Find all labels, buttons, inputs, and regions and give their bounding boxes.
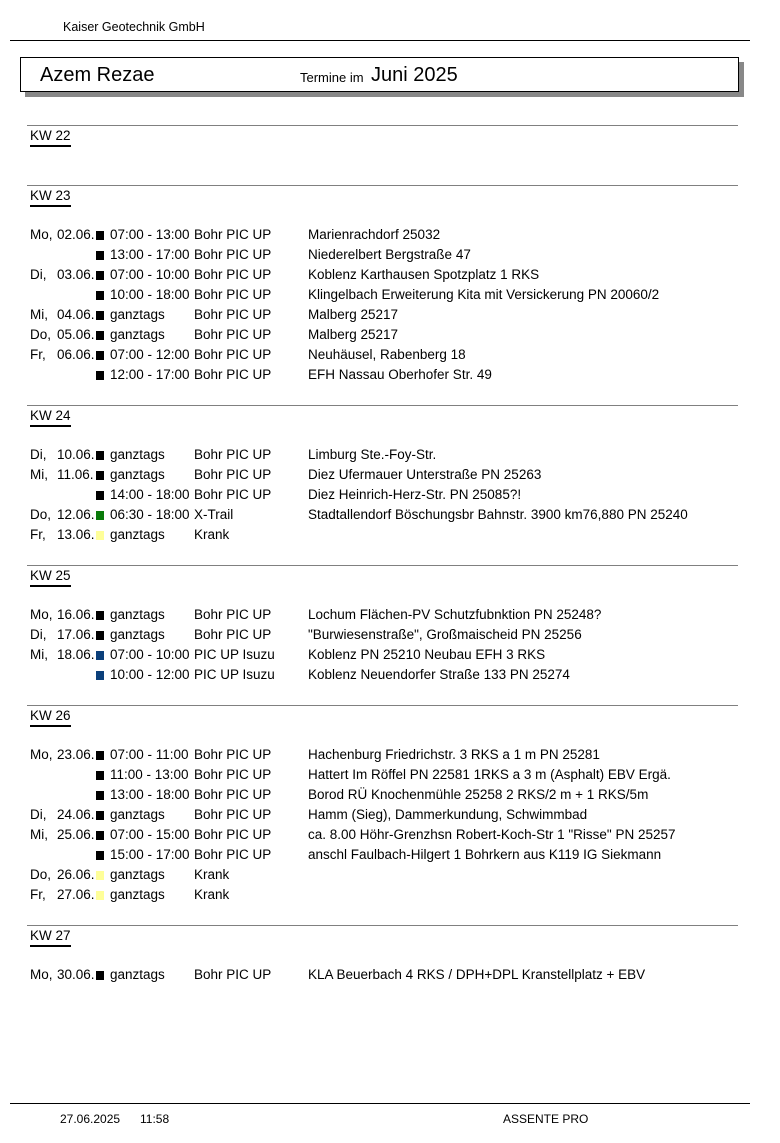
resource-label: X-Trail: [194, 507, 234, 522]
location-label: Koblenz Karthausen Spotzplatz 1 RKS: [308, 267, 540, 282]
location-label: Stadtallendorf Böschungsbr Bahnstr. 3900 km76,880 PN 25240: [308, 507, 688, 522]
category-color-marker: [96, 451, 104, 460]
time-label: ganztags: [110, 607, 165, 622]
time-label: ganztags: [110, 447, 165, 462]
category-color-marker: [96, 491, 104, 500]
location-label: Neuhäusel, Rabenberg 18: [308, 347, 466, 362]
week-section: [27, 405, 738, 542]
person-name: Azem Rezae: [40, 64, 155, 86]
resource-label: Bohr PIC UP: [194, 747, 272, 762]
location-label: ca. 8.00 Höhr-Grenzhsn Robert-Koch-Str 1 "Risse" PN 25257: [308, 827, 676, 842]
week-section: [27, 185, 738, 382]
date-label: 26.06.: [57, 867, 95, 882]
resource-label: Bohr PIC UP: [194, 307, 272, 322]
week-label: KW 25: [30, 568, 71, 587]
location-label: "Burwiesenstraße", Großmaischeid PN 25256: [308, 627, 582, 642]
day-label: Mi,: [30, 467, 48, 482]
location-label: Koblenz PN 25210 Neubau EFH 3 RKS: [308, 647, 546, 662]
time-label: 07:00 - 13:00: [110, 227, 190, 242]
date-label: 16.06.: [57, 607, 95, 622]
print-date: 27.06.2025: [60, 1112, 121, 1126]
category-color-marker: [96, 671, 104, 680]
location-label: Hamm (Sieg), Dammerkundung, Schwimmbad: [308, 807, 588, 822]
category-color-marker: [96, 831, 104, 840]
time-label: ganztags: [110, 867, 165, 882]
location-label: Hattert Im Röffel PN 22581 1RKS a 3 m (Asphalt) EBV Ergä.: [308, 767, 671, 782]
resource-label: Krank: [194, 527, 230, 542]
time-label: ganztags: [110, 887, 165, 902]
week-divider: [27, 925, 738, 926]
time-label: 07:00 - 12:00: [110, 347, 190, 362]
day-label: Di,: [30, 447, 47, 462]
time-label: 11:00 - 13:00: [110, 767, 189, 782]
category-color-marker: [96, 371, 104, 380]
week-divider: [27, 405, 738, 406]
category-color-marker: [96, 311, 104, 320]
time-label: 06:30 - 18:00: [110, 507, 190, 522]
category-color-marker: [96, 351, 104, 360]
resource-label: Bohr PIC UP: [194, 787, 272, 802]
day-label: Fr,: [30, 527, 46, 542]
date-label: 25.06.: [57, 827, 95, 842]
resource-label: Bohr PIC UP: [194, 627, 272, 642]
resource-label: Bohr PIC UP: [194, 247, 272, 262]
category-color-marker: [96, 251, 104, 260]
date-label: 27.06.: [57, 887, 95, 902]
resource-label: PIC UP Isuzu: [194, 667, 275, 682]
day-label: Mi,: [30, 647, 48, 662]
print-time: 11:58: [140, 1112, 170, 1126]
day-label: Mi,: [30, 307, 48, 322]
category-color-marker: [96, 971, 104, 980]
week-label: KW 27: [30, 928, 71, 947]
category-color-marker: [96, 891, 104, 900]
location-label: Niederelbert Bergstraße 47: [308, 247, 471, 262]
week-label: KW 24: [30, 408, 71, 427]
time-label: ganztags: [110, 627, 165, 642]
resource-label: Bohr PIC UP: [194, 347, 272, 362]
time-label: 12:00 - 17:00: [110, 367, 190, 382]
date-label: 13.06.: [57, 527, 95, 542]
category-color-marker: [96, 511, 104, 520]
week-divider: [27, 565, 738, 566]
day-label: Do,: [30, 867, 52, 882]
date-label: 10.06.: [57, 447, 95, 462]
date-label: 11.06.: [57, 467, 94, 482]
day-label: Mi,: [30, 827, 48, 842]
location-label: Lochum Flächen-PV Schutzfubnktion PN 25248?: [308, 607, 602, 622]
month-label: Juni 2025: [371, 64, 458, 86]
time-label: ganztags: [110, 307, 165, 322]
location-label: EFH Nassau Oberhofer Str. 49: [308, 367, 492, 382]
time-label: 07:00 - 10:00: [110, 267, 190, 282]
time-label: ganztags: [110, 807, 165, 822]
resource-label: Bohr PIC UP: [194, 227, 272, 242]
date-label: 06.06.: [57, 347, 95, 362]
day-label: Mo,: [30, 227, 53, 242]
date-label: 23.06.: [57, 747, 95, 762]
week-section: [27, 705, 738, 902]
date-label: 17.06.: [57, 627, 95, 642]
day-label: Di,: [30, 627, 47, 642]
time-label: 10:00 - 18:00: [110, 287, 190, 302]
date-label: 05.06.: [57, 327, 95, 342]
resource-label: Bohr PIC UP: [194, 807, 272, 822]
time-label: 07:00 - 15:00: [110, 827, 190, 842]
resource-label: Bohr PIC UP: [194, 607, 272, 622]
category-color-marker: [96, 271, 104, 280]
resource-label: Bohr PIC UP: [194, 327, 272, 342]
day-label: Fr,: [30, 887, 46, 902]
resource-label: Bohr PIC UP: [194, 447, 272, 462]
resource-label: PIC UP Isuzu: [194, 647, 275, 662]
date-label: 04.06.: [57, 307, 95, 322]
category-color-marker: [96, 291, 104, 300]
location-label: Marienrachdorf 25032: [308, 227, 441, 242]
time-label: ganztags: [110, 327, 165, 342]
category-color-marker: [96, 851, 104, 860]
resource-label: Krank: [194, 867, 230, 882]
day-label: Mo,: [30, 607, 53, 622]
category-color-marker: [96, 751, 104, 760]
resource-label: Krank: [194, 887, 230, 902]
title-box: [20, 57, 739, 92]
day-label: Fr,: [30, 347, 46, 362]
resource-label: Bohr PIC UP: [194, 827, 272, 842]
category-color-marker: [96, 611, 104, 620]
day-label: Mo,: [30, 747, 53, 762]
location-label: Diez Ufermauer Unterstraße PN 25263: [308, 467, 542, 482]
time-label: ganztags: [110, 467, 165, 482]
footer-divider: [10, 1103, 750, 1104]
resource-label: Bohr PIC UP: [194, 267, 272, 282]
date-label: 18.06.: [57, 647, 95, 662]
week-section: [27, 925, 738, 982]
app-name: ASSENTE PRO: [503, 1112, 589, 1126]
location-label: anschl Faulbach-Hilgert 1 Bohrkern aus K119 IG Siekmann: [308, 847, 662, 862]
date-label: 03.06.: [57, 267, 95, 282]
category-color-marker: [96, 651, 104, 660]
time-label: 13:00 - 18:00: [110, 787, 190, 802]
resource-label: Bohr PIC UP: [194, 367, 272, 382]
category-color-marker: [96, 531, 104, 540]
time-label: 07:00 - 11:00: [110, 747, 189, 762]
time-label: ganztags: [110, 967, 165, 982]
date-label: 24.06.: [57, 807, 95, 822]
resource-label: Bohr PIC UP: [194, 847, 272, 862]
week-section: [27, 565, 738, 682]
day-label: Di,: [30, 807, 47, 822]
week-divider: [27, 705, 738, 706]
day-label: Do,: [30, 507, 52, 522]
week-label: KW 26: [30, 708, 71, 727]
category-color-marker: [96, 331, 104, 340]
week-label: KW 22: [30, 128, 71, 147]
location-label: Koblenz Neuendorfer Straße 133 PN 25274: [308, 667, 570, 682]
resource-label: Bohr PIC UP: [194, 967, 272, 982]
time-label: 14:00 - 18:00: [110, 487, 190, 502]
category-color-marker: [96, 791, 104, 800]
date-label: 30.06.: [57, 967, 95, 982]
resource-label: Bohr PIC UP: [194, 487, 272, 502]
header-divider: [10, 40, 750, 41]
category-color-marker: [96, 811, 104, 820]
category-color-marker: [96, 631, 104, 640]
category-color-marker: [96, 771, 104, 780]
resource-label: Bohr PIC UP: [194, 467, 272, 482]
location-label: Hachenburg Friedrichstr. 3 RKS a 1 m PN 25281: [308, 747, 600, 762]
location-label: Limburg Ste.-Foy-Str.: [308, 447, 437, 462]
week-label: KW 23: [30, 188, 71, 207]
category-color-marker: [96, 871, 104, 880]
category-color-marker: [96, 471, 104, 480]
time-label: ganztags: [110, 527, 165, 542]
date-label: 02.06.: [57, 227, 95, 242]
time-label: 15:00 - 17:00: [110, 847, 190, 862]
location-label: Malberg 25217: [308, 307, 399, 322]
date-label: 12.06.: [57, 507, 95, 522]
resource-label: Bohr PIC UP: [194, 767, 272, 782]
day-label: Do,: [30, 327, 52, 342]
week-divider: [27, 185, 738, 186]
location-label: Malberg 25217: [308, 327, 399, 342]
week-divider: [27, 125, 738, 126]
time-label: 07:00 - 10:00: [110, 647, 190, 662]
time-label: 13:00 - 17:00: [110, 247, 190, 262]
company-name: Kaiser Geotechnik GmbH: [63, 20, 205, 34]
category-color-marker: [96, 231, 104, 240]
time-label: 10:00 - 12:00: [110, 667, 190, 682]
day-label: Di,: [30, 267, 47, 282]
week-section: [27, 125, 738, 143]
terms-label: Termine im: [300, 70, 364, 85]
location-label: Borod RÜ Knochenmühle 25258 2 RKS/2 m + 1 RKS/5m: [308, 787, 649, 802]
location-label: KLA Beuerbach 4 RKS / DPH+DPL Kranstellplatz + EBV: [308, 967, 646, 982]
location-label: Klingelbach Erweiterung Kita mit Versickerung PN 20060/2: [308, 287, 660, 302]
location-label: Diez Heinrich-Herz-Str. PN 25085?!: [308, 487, 522, 502]
resource-label: Bohr PIC UP: [194, 287, 272, 302]
day-label: Mo,: [30, 967, 53, 982]
